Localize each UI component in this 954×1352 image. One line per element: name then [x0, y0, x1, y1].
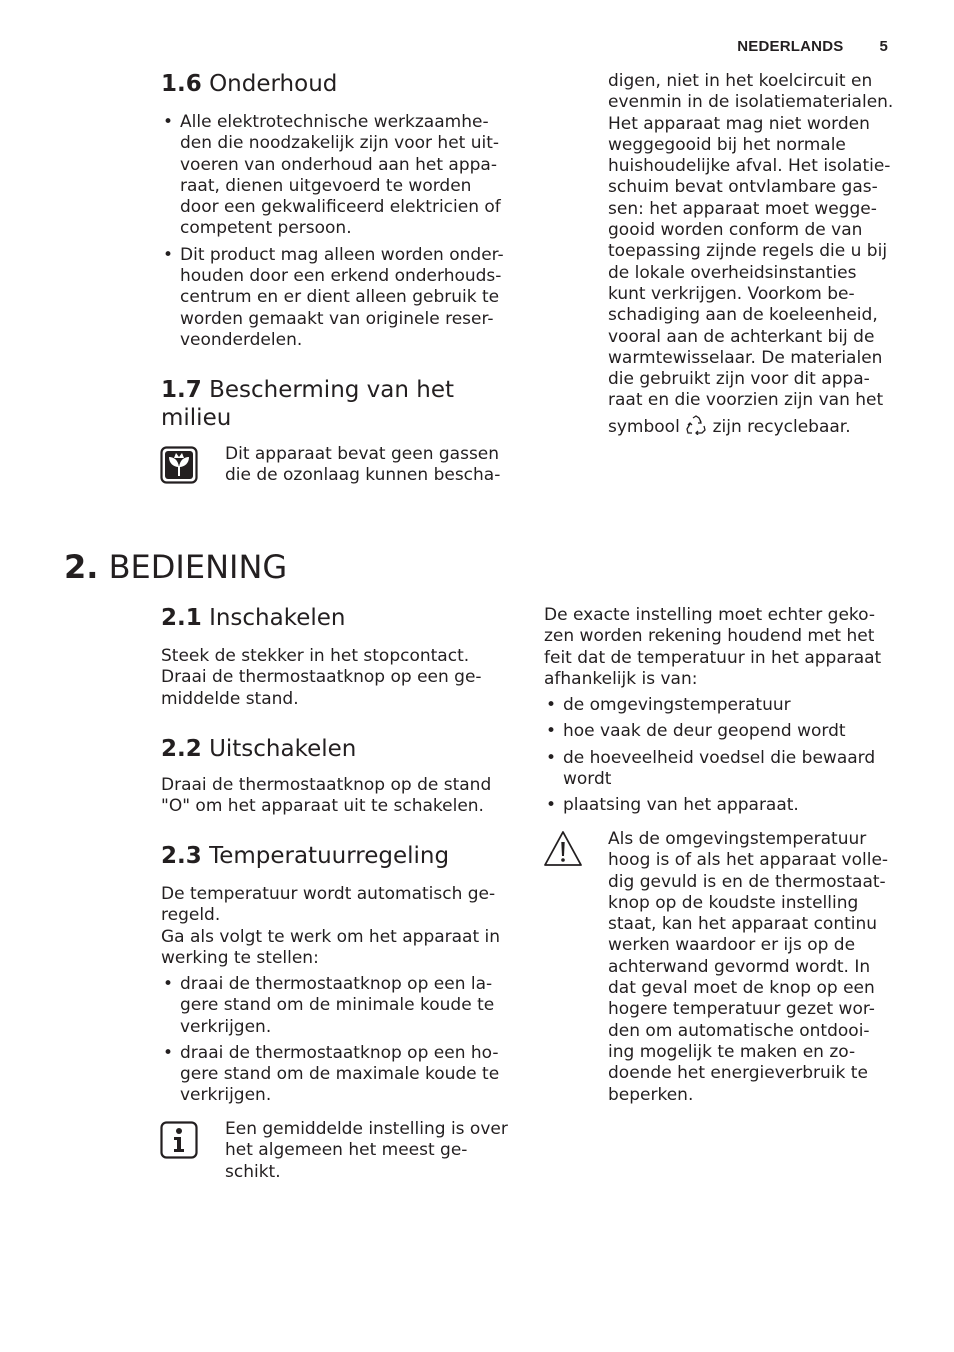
- line: draai de thermostaatknop op een la-: [180, 974, 493, 994]
- line: gere stand om de maximale koude te: [180, 1064, 500, 1085]
- list-item: [161, 1043, 521, 1107]
- header-language: NEDERLANDS: [737, 38, 844, 55]
- line: houden door een erkend onderhouds-: [180, 266, 502, 287]
- chapter-number: 2.: [64, 548, 99, 586]
- list-item: [544, 721, 904, 742]
- list-item: [544, 795, 904, 816]
- line: Alle elektrotechnische werkzaamhe-: [180, 112, 489, 132]
- section-number: 1.6: [161, 71, 202, 97]
- line: feit dat de temperatuur in het apparaat: [544, 647, 882, 668]
- line: huishoudelijke afval. Het isolatie-: [608, 156, 891, 177]
- section-heading-2-1: [161, 604, 346, 632]
- line: Als de omgevingstemperatuur: [608, 829, 867, 849]
- section-title: Inschakelen: [209, 605, 346, 631]
- list-item: [161, 245, 521, 351]
- line: knop op de koudste instelling: [608, 892, 859, 913]
- line: toepassing zijnde regels die u bij: [608, 241, 888, 262]
- list-item: [161, 974, 521, 1038]
- section-title-line: milieu: [161, 405, 232, 431]
- line: Dit apparaat bevat geen gassen: [225, 444, 500, 464]
- warning-note: [608, 829, 908, 1106]
- line: voeren van onderhoud aan het appa-: [180, 154, 497, 175]
- line: Ga als volgt te werk om het apparaat in: [161, 926, 501, 947]
- line: competent persoon.: [180, 218, 352, 239]
- section-heading-2-3: [161, 842, 449, 870]
- line: wordt: [563, 768, 612, 789]
- line: ing mogelijk te maken en zo-: [608, 1041, 856, 1062]
- line: Het apparaat mag niet worden: [608, 113, 870, 134]
- chapter-title: [64, 547, 287, 587]
- line: evenmin in de isolatiematerialen.: [608, 92, 894, 113]
- line: het algemeen het meest ge-: [225, 1140, 468, 1161]
- section-number: 2.2: [161, 736, 202, 762]
- list-item: [161, 112, 521, 240]
- section-intro-2-3: [161, 884, 521, 969]
- line: de lokale overheidsinstanties: [608, 262, 857, 283]
- line: door een gekwalificeerd elektricien of: [180, 197, 501, 218]
- section-title: Uitschakelen: [209, 736, 357, 762]
- line: den om automatische ontdooi-: [608, 1020, 870, 1041]
- right-col-intro: [544, 605, 894, 690]
- line: afhankelijk is van:: [544, 668, 698, 689]
- bullet-list-right: [544, 695, 904, 821]
- section-heading-1-7: [161, 376, 454, 432]
- line: schikt.: [225, 1161, 281, 1182]
- line: kunt verkrijgen. Voorkom be-: [608, 283, 855, 304]
- environment-note-continuation: [608, 71, 908, 441]
- warning-icon: [543, 830, 583, 868]
- line: gooid worden conform de van: [608, 220, 863, 241]
- line: de hoeveelheid voedsel die bewaard: [563, 747, 876, 768]
- section-number: 2.3: [161, 843, 202, 869]
- bullet-list-2-3: [161, 974, 521, 1112]
- bullet-list-1-6: [161, 112, 521, 356]
- line: dat geval moet de knop op een: [608, 978, 875, 999]
- line: verkrijgen.: [180, 1016, 272, 1037]
- line: achterwand gevormd wordt. In: [608, 956, 871, 977]
- line: plaatsing van het apparaat.: [563, 795, 799, 816]
- line: zen worden rekening houdend met het: [544, 626, 875, 647]
- line: raat, dienen uitgevoerd te worden: [180, 175, 472, 196]
- line: Draai de thermostaatknop op de stand: [161, 775, 492, 795]
- line: Een gemiddelde instelling is over: [225, 1119, 508, 1139]
- line: den die noodzakelijk zijn voor het uit-: [180, 133, 500, 154]
- line: sen: het apparaat moet wegge-: [608, 198, 877, 219]
- line: verkrijgen.: [180, 1085, 272, 1106]
- line: weggegooid bij het normale: [608, 134, 846, 155]
- page-header: [737, 38, 888, 55]
- line: centrum en er dient alleen gebruik te: [180, 287, 500, 308]
- line: doende het energieverbruik te: [608, 1063, 868, 1084]
- environment-icon: [160, 446, 198, 484]
- section-heading-2-2: [161, 735, 356, 763]
- section-title-line: Bescherming van het: [209, 377, 455, 403]
- list-item: [544, 748, 904, 791]
- line: die gebruikt zijn voor dit appa-: [608, 369, 870, 390]
- section-heading-1-6: [161, 70, 337, 98]
- line: worden gemaakt van originele reser-: [180, 308, 494, 329]
- line: digen, niet in het koelcircuit en: [608, 71, 873, 91]
- section-body-2-2: [161, 775, 521, 818]
- line: hoe vaak de deur geopend wordt: [563, 721, 846, 742]
- environment-note: [225, 444, 525, 487]
- line: gere stand om de minimale koude te: [180, 995, 495, 1016]
- line: symbool: [608, 416, 680, 437]
- line: veonderdelen.: [180, 329, 303, 350]
- line: vooral aan de achterkant bij de: [608, 326, 875, 347]
- section-number: 1.7: [161, 377, 202, 403]
- line: Draai de thermostaatknop op een ge-: [161, 667, 482, 688]
- section-title: Onderhoud: [209, 71, 338, 97]
- section-body-2-1: [161, 646, 521, 710]
- line: dig gevuld is en de thermostaat-: [608, 871, 886, 892]
- line: zijn recyclebaar.: [712, 416, 851, 437]
- line: De temperatuur wordt automatisch ge-: [161, 884, 496, 904]
- line: "O" om het apparaat uit te schakelen.: [161, 796, 484, 817]
- line: de omgevingstemperatuur: [563, 695, 791, 715]
- line: draai de thermostaatknop op een ho-: [180, 1042, 499, 1063]
- line: schuim bevat ontvlambare gas-: [608, 177, 878, 198]
- line: regeld.: [161, 905, 221, 926]
- recycle-icon: [685, 415, 707, 441]
- line: hogere temperatuur gezet wor-: [608, 999, 875, 1020]
- line: staat, kan het apparaat continu: [608, 914, 878, 935]
- list-item: [544, 695, 904, 716]
- page-number: 5: [879, 38, 888, 55]
- line: Dit product mag alleen worden onder-: [180, 244, 504, 265]
- line: middelde stand.: [161, 688, 299, 709]
- line: beperken.: [608, 1084, 694, 1105]
- line: De exacte instelling moet echter geko-: [544, 605, 876, 625]
- line: die de ozonlaag kunnen bescha-: [225, 465, 501, 486]
- section-number: 2.1: [161, 605, 202, 631]
- line: schadiging aan de koeleenheid,: [608, 305, 878, 326]
- info-note: [225, 1119, 525, 1183]
- section-title: Temperatuurregeling: [209, 843, 450, 869]
- line: werking te stellen:: [161, 947, 319, 968]
- chapter-name: BEDIENING: [108, 548, 288, 586]
- line: raat en die voorzien zijn van het: [608, 390, 884, 411]
- line: Steek de stekker in het stopcontact.: [161, 646, 470, 666]
- line: warmtewisselaar. De materialen: [608, 347, 883, 368]
- line: werken waardoor er ijs op de: [608, 935, 856, 956]
- line: hoog is of als het apparaat volle-: [608, 850, 889, 871]
- info-icon: [160, 1121, 198, 1159]
